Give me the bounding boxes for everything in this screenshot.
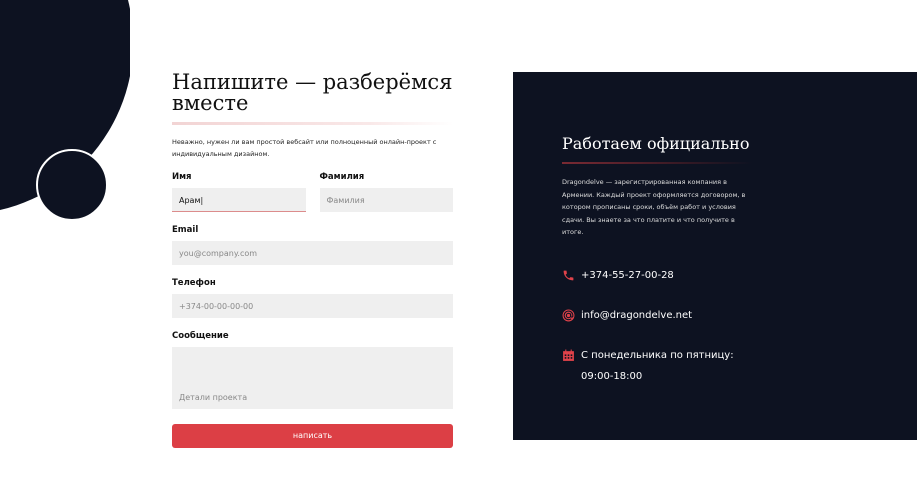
first-name-input[interactable]: Арам| xyxy=(172,188,306,212)
form-title: Напишите — разберёмся вместе xyxy=(172,70,453,115)
info-panel xyxy=(513,72,917,440)
last-name-input[interactable]: Фамилия xyxy=(320,188,454,212)
at-icon xyxy=(562,309,575,322)
first-name-label: Имя xyxy=(172,172,192,182)
working-days: С понедельника по пятницу: xyxy=(581,349,734,361)
phone-input[interactable]: +374-00-00-00-00 xyxy=(172,294,453,318)
email-input[interactable]: you@company.com xyxy=(172,241,453,265)
message-label: Сообщение xyxy=(172,331,229,341)
email-contact[interactable] xyxy=(562,309,917,322)
submit-button[interactable]: написать xyxy=(172,424,453,448)
calendar-icon xyxy=(562,349,575,362)
phone-label: Телефон xyxy=(172,278,216,288)
phone-icon xyxy=(562,269,575,282)
email-address: info@dragondelve.net xyxy=(581,309,693,321)
panel-title: Работаем официально xyxy=(562,134,750,153)
phone-contact[interactable] xyxy=(562,269,917,282)
last-name-label: Фамилия xyxy=(319,172,365,182)
message-textarea[interactable] xyxy=(172,347,453,409)
contact-form xyxy=(172,72,453,448)
email-label: Email xyxy=(172,225,199,235)
decorative-small-circle xyxy=(36,149,108,221)
hours-contact xyxy=(562,349,917,362)
phone-number: +374-55-27-00-28 xyxy=(581,269,674,281)
panel-title-underline xyxy=(562,162,752,164)
panel-text: Dragondelve — зарегистрированная компания в Армении. Каждый проект оформляется договором, в котором прописаны сроки, объём работ и условия сдачи. Вы знаете за что платите и что получите в итоге. xyxy=(562,178,746,236)
title-underline xyxy=(172,122,453,125)
message-placeholder: Детали проекта xyxy=(179,393,248,402)
working-hours: 09:00-18:00 xyxy=(581,370,643,382)
form-intro: Неважно, нужен ли вам простой вебсайт или полноценный онлайн-проект с индивидуальным дизайном. xyxy=(172,138,437,158)
